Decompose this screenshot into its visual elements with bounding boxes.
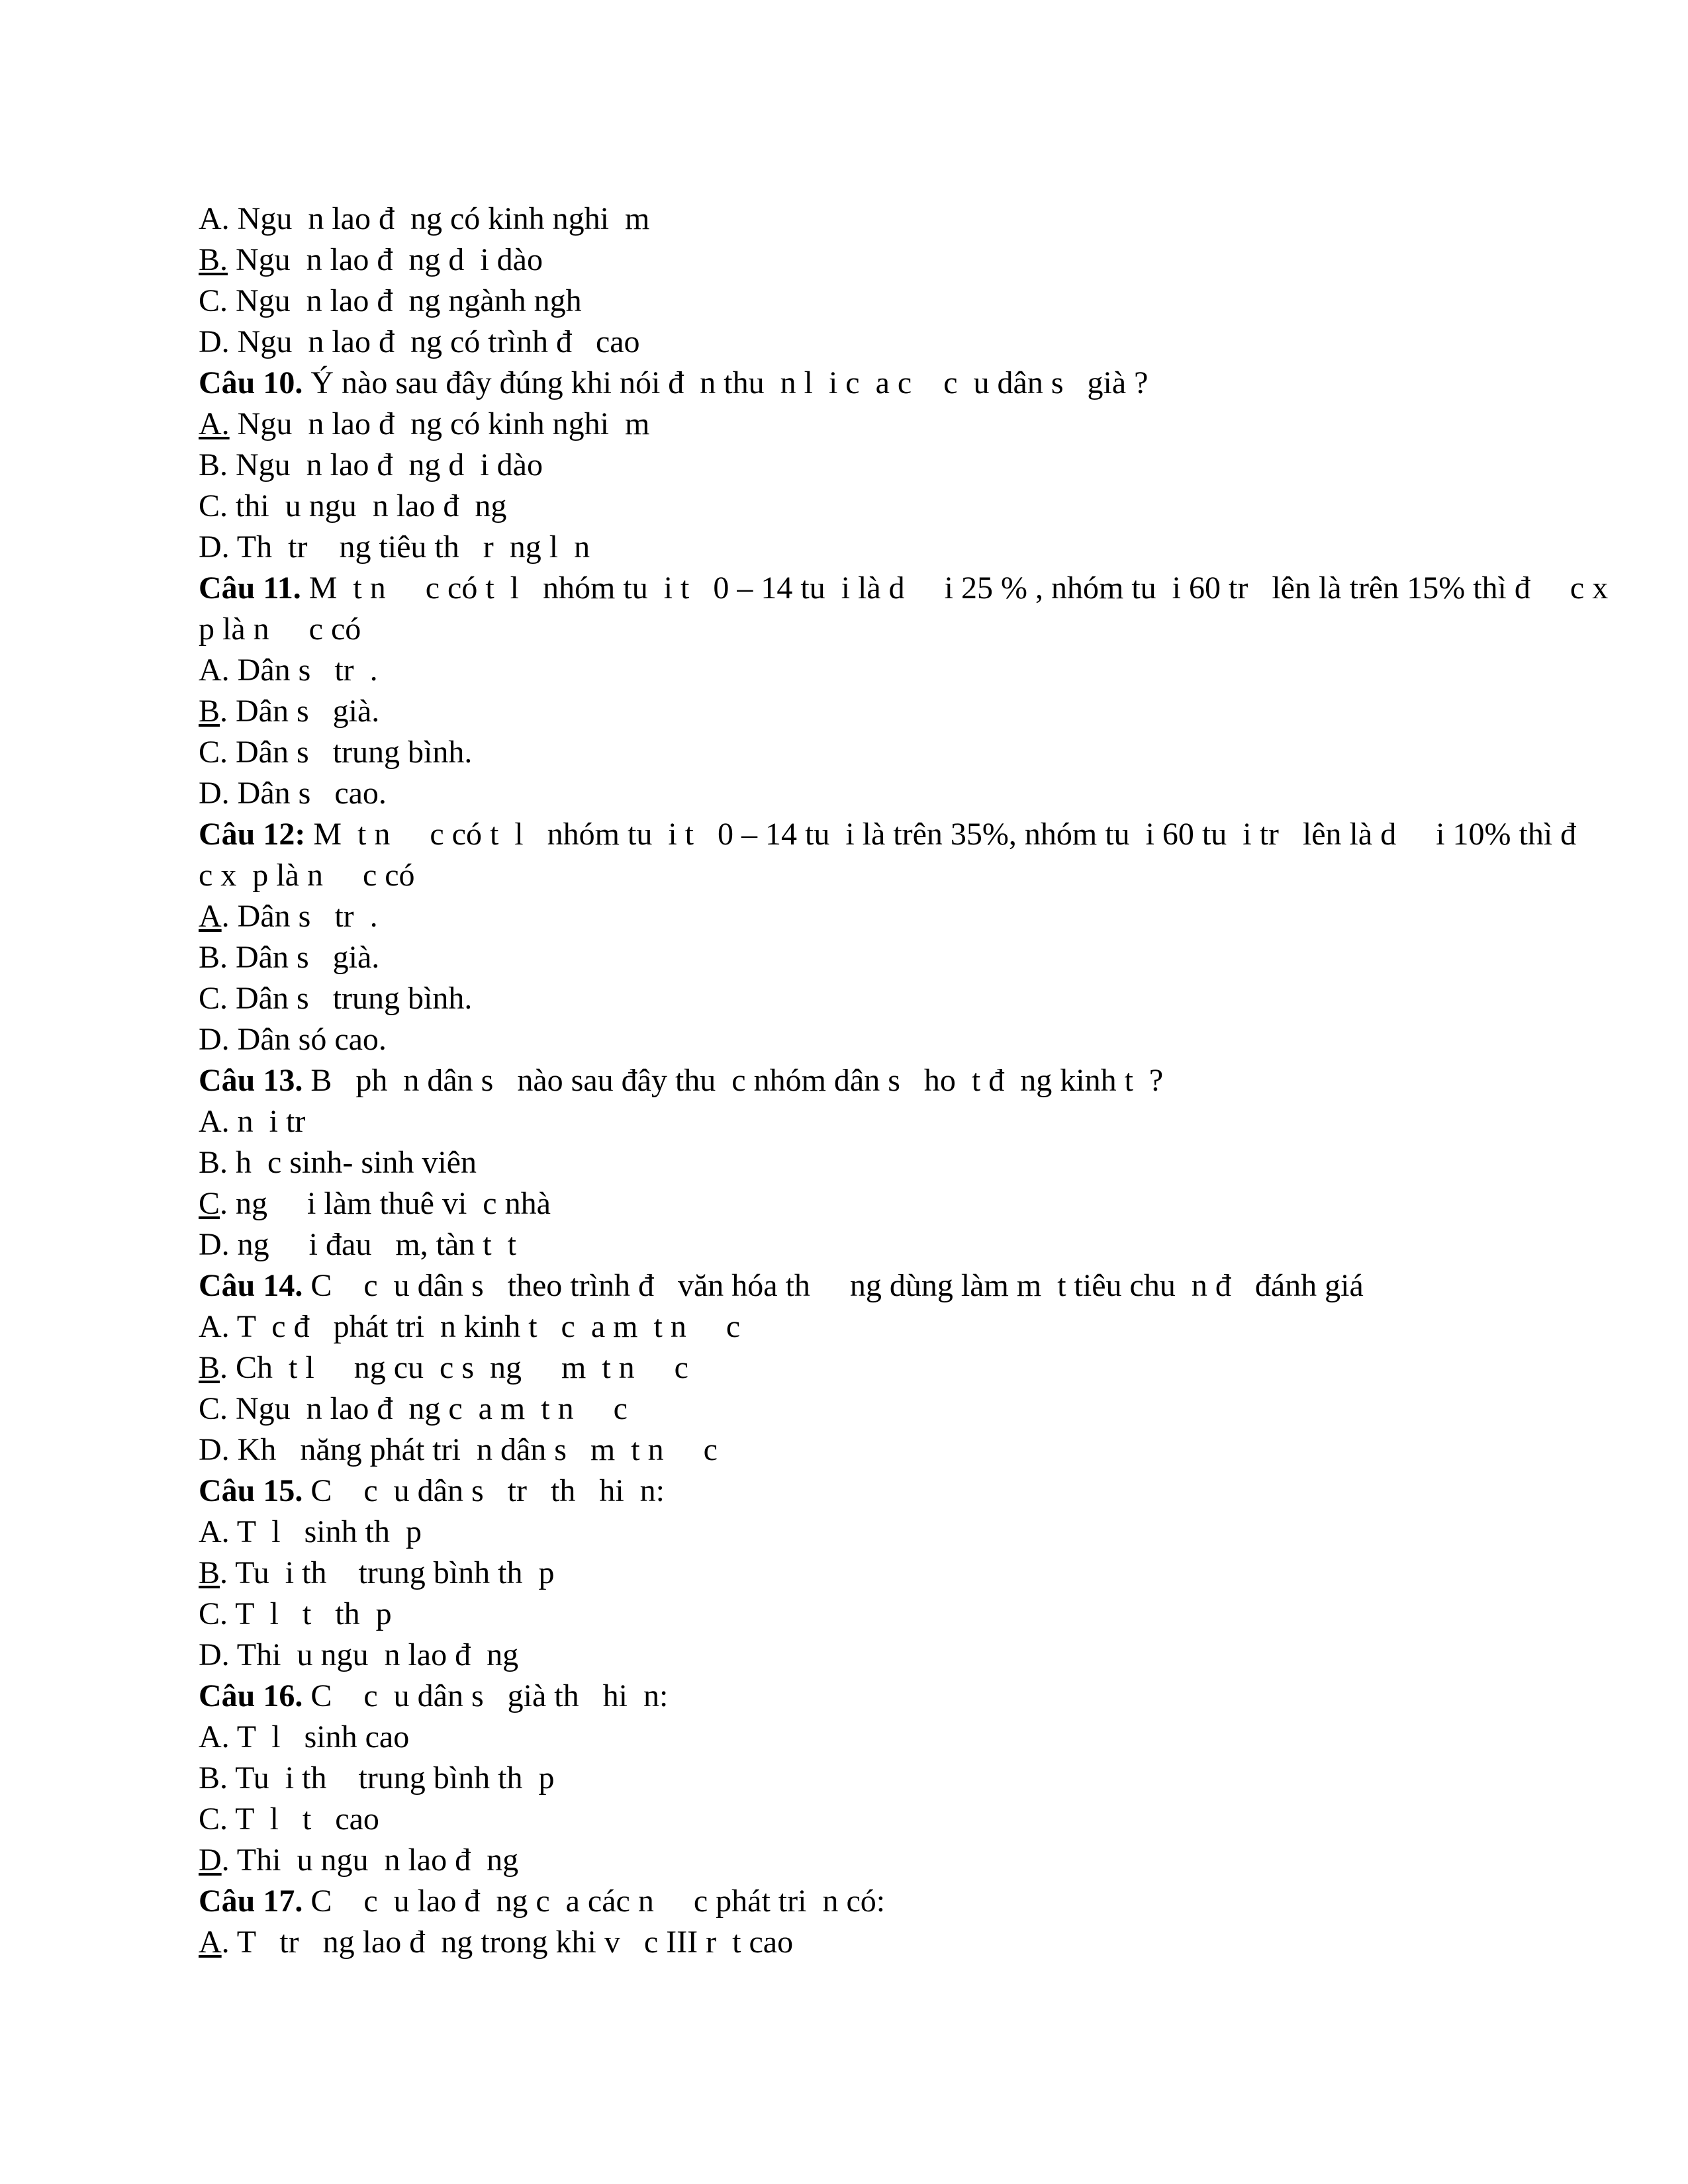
answer-option bbox=[199, 978, 1628, 1019]
answer-option bbox=[199, 322, 1628, 363]
correct-answer-label: A. bbox=[199, 406, 230, 441]
answer-option bbox=[199, 1019, 1628, 1060]
answer-label: D bbox=[199, 776, 222, 811]
answer-option bbox=[199, 1799, 1628, 1840]
answer-label: D. bbox=[199, 324, 230, 359]
answer-label: A. bbox=[199, 201, 230, 236]
answer-option bbox=[199, 527, 1628, 568]
answer-option bbox=[199, 1430, 1628, 1471]
answer-option bbox=[199, 896, 1628, 937]
question-line bbox=[199, 1676, 1628, 1717]
question-number: Câu 13. bbox=[199, 1063, 303, 1098]
answer-label: D bbox=[199, 1022, 222, 1057]
answer-label: C bbox=[199, 981, 220, 1016]
line-text: . Thi u ngu n lao đ ng bbox=[221, 1843, 519, 1878]
answer-label: A bbox=[199, 1514, 222, 1549]
line-text: C c u lao đ ng c a các n c phát tri n có: bbox=[303, 1884, 886, 1919]
line-text: M t n c có t l nhóm tu i t 0 – 14 tu i là trên 35%, nhóm tu i 60 tu i tr lên là d i 10% thì đ c x p là n c có bbox=[199, 817, 1617, 893]
answer-label: C. bbox=[199, 488, 228, 523]
correct-answer-label: B. bbox=[199, 242, 228, 277]
answer-label: C bbox=[199, 735, 220, 770]
answer-option bbox=[199, 199, 1628, 240]
line-text: Ngu n lao đ ng d i dào bbox=[228, 242, 543, 277]
question-line bbox=[199, 363, 1628, 404]
line-text: . T l sinh th p bbox=[221, 1514, 422, 1549]
answer-option bbox=[199, 1553, 1628, 1594]
line-text: Ý nào sau đây đúng khi nói đ n thu n l i c a c c u dân s già ? bbox=[303, 365, 1149, 400]
answer-option bbox=[199, 1224, 1628, 1265]
answer-label: D bbox=[199, 1637, 222, 1672]
question-number: Câu 10. bbox=[199, 365, 303, 400]
question-line bbox=[199, 1060, 1628, 1101]
question-line bbox=[199, 1471, 1628, 1512]
answer-option bbox=[199, 404, 1628, 445]
line-text: . Ch t l ng cu c s ng m t n c bbox=[220, 1350, 688, 1385]
answer-label: C bbox=[199, 1596, 220, 1631]
answer-label: D bbox=[199, 1432, 222, 1467]
line-text: . ng i làm thuê vi c nhà bbox=[220, 1186, 551, 1221]
line-text: . Dân s tr . bbox=[221, 653, 378, 688]
answer-option bbox=[199, 691, 1628, 732]
line-text: . T c đ phát tri n kinh t c a m t n c bbox=[221, 1309, 741, 1344]
line-text: . n i tr bbox=[221, 1104, 306, 1139]
line-text: B ph n dân s nào sau đây thu c nhóm dân s ho t đ ng kinh t ? bbox=[303, 1063, 1164, 1098]
question-number: Câu 17. bbox=[199, 1884, 303, 1919]
answer-option bbox=[199, 650, 1628, 691]
line-text: Ngu n lao đ ng ngành ngh bbox=[228, 283, 582, 318]
answer-label: C. bbox=[199, 283, 228, 318]
answer-option bbox=[199, 281, 1628, 322]
line-text: Ngu n lao đ ng có kinh nghi m bbox=[229, 201, 650, 236]
answer-label: A bbox=[199, 1719, 222, 1754]
line-text: . ng i đau m, tàn t t bbox=[221, 1227, 516, 1262]
answer-option bbox=[199, 1306, 1628, 1347]
line-text: . Ngu n lao đ ng c a m t n c bbox=[220, 1391, 628, 1426]
correct-answer-label: B bbox=[199, 694, 220, 729]
line-text: . Dân s trung bình. bbox=[220, 981, 473, 1016]
answer-option bbox=[199, 1717, 1628, 1758]
question-line bbox=[199, 1265, 1628, 1306]
line-text: . Tu i th trung bình th p bbox=[220, 1760, 555, 1796]
answer-label: D. bbox=[199, 529, 230, 565]
question-line bbox=[199, 1881, 1628, 1922]
answer-option bbox=[199, 773, 1628, 814]
answer-option bbox=[199, 1840, 1628, 1881]
line-text: . T l sinh cao bbox=[221, 1719, 410, 1754]
question-number: Câu 16. bbox=[199, 1678, 303, 1713]
line-text: C c u dân s theo trình đ văn hóa th ng dùng làm m t tiêu chu n đ đánh giá bbox=[303, 1268, 1364, 1303]
correct-answer-label: A bbox=[199, 1925, 222, 1960]
line-text: Ngu n lao đ ng d i dào bbox=[228, 447, 543, 482]
line-text: thi u ngu n lao đ ng bbox=[228, 488, 507, 523]
answer-option bbox=[199, 1922, 1628, 1963]
line-text: . Kh năng phát tri n dân s m t n c bbox=[221, 1432, 718, 1467]
question-number: Câu 15. bbox=[199, 1473, 303, 1508]
answer-label: D bbox=[199, 1227, 222, 1262]
answer-label: B bbox=[199, 940, 220, 975]
answer-label: B. bbox=[199, 447, 228, 482]
answer-label: A bbox=[199, 1309, 222, 1344]
answer-option bbox=[199, 937, 1628, 978]
line-text: . Dân s già. bbox=[220, 940, 380, 975]
line-text: Th tr ng tiêu th r ng l n bbox=[229, 529, 590, 565]
line-text: C c u dân s tr th hi n: bbox=[303, 1473, 665, 1508]
line-text: . T l t cao bbox=[220, 1801, 379, 1837]
answer-label: C bbox=[199, 1391, 220, 1426]
answer-label: B bbox=[199, 1145, 220, 1180]
question-line bbox=[199, 814, 1628, 896]
correct-answer-label: B bbox=[199, 1555, 220, 1590]
answer-option bbox=[199, 1594, 1628, 1635]
answer-option bbox=[199, 1758, 1628, 1799]
line-text: . h c sinh- sinh viên bbox=[220, 1145, 477, 1180]
document-page bbox=[199, 199, 1628, 1963]
correct-answer-label: C bbox=[199, 1186, 220, 1221]
answer-option bbox=[199, 1388, 1628, 1430]
line-text: . Tu i th trung bình th p bbox=[220, 1555, 555, 1590]
answer-option bbox=[199, 732, 1628, 773]
answer-label: B bbox=[199, 1760, 220, 1796]
line-text: . Dân s cao. bbox=[221, 776, 387, 811]
line-text: . Dân s tr . bbox=[221, 899, 378, 934]
line-text: . Dân s già. bbox=[220, 694, 380, 729]
answer-option bbox=[199, 1347, 1628, 1388]
question-number: Câu 12: bbox=[199, 817, 306, 852]
answer-label: A bbox=[199, 653, 222, 688]
question-number: Câu 14. bbox=[199, 1268, 303, 1303]
question-line bbox=[199, 568, 1628, 650]
line-text: . Thi u ngu n lao đ ng bbox=[221, 1637, 519, 1672]
answer-option bbox=[199, 486, 1628, 527]
line-text: . T tr ng lao đ ng trong khi v c III r t cao bbox=[221, 1925, 794, 1960]
question-number: Câu 11. bbox=[199, 570, 301, 606]
line-text: Ngu n lao đ ng có trình đ cao bbox=[229, 324, 640, 359]
answer-option bbox=[199, 1183, 1628, 1224]
answer-option bbox=[199, 445, 1628, 486]
line-text: C c u dân s già th hi n: bbox=[303, 1678, 669, 1713]
correct-answer-label: D bbox=[199, 1843, 222, 1878]
correct-answer-label: A bbox=[199, 899, 222, 934]
line-text: M t n c có t l nhóm tu i t 0 – 14 tu i là d i 25 % , nhóm tu i 60 tr lên là trên 15% thì đ c x p là n c có bbox=[199, 570, 1624, 647]
answer-label: A bbox=[199, 1104, 222, 1139]
line-text: Ngu n lao đ ng có kinh nghi m bbox=[229, 406, 650, 441]
correct-answer-label: B bbox=[199, 1350, 220, 1385]
line-text: . Dân s trung bình. bbox=[220, 735, 473, 770]
answer-option bbox=[199, 1512, 1628, 1553]
answer-option bbox=[199, 1101, 1628, 1142]
answer-option bbox=[199, 1142, 1628, 1183]
line-text: . Dân só cao. bbox=[221, 1022, 387, 1057]
answer-label: C bbox=[199, 1801, 220, 1837]
line-text: . T l t th p bbox=[220, 1596, 392, 1631]
answer-option bbox=[199, 1635, 1628, 1676]
answer-option bbox=[199, 240, 1628, 281]
